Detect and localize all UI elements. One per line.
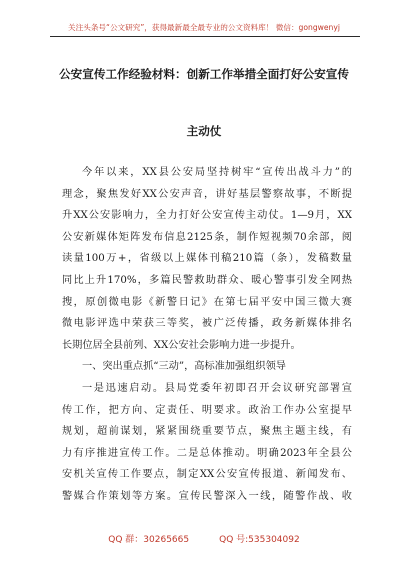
body-line: 安机关宣传工作要点，制定XX公安宣传报道、新闻发布、 <box>62 469 352 481</box>
body-line: 公安新媒体矩阵发布信息2125条，制作短视频70余部，阅 <box>62 231 352 243</box>
body-line: 传工作，把方向、定责任、明要求。政治工作办公室提早 <box>62 404 352 416</box>
body-line: 升XX公安影响力，全力打好公安宣传主动仗。1—9月，XX <box>62 210 352 222</box>
footer-qq-group: QQ 群：30265665 <box>108 535 190 545</box>
body-line: 同比上升170%，多篇民警救助群众、暖心警事引发全网热 <box>62 274 352 286</box>
body-line: 搜，原创微电影《新警日记》在第七届平安中国三微大赛 <box>62 296 352 308</box>
body-line: 一是迅速启动。县局党委年初即召开会议研究部署宣 <box>82 382 352 394</box>
footer-qq-number: QQ 号:535304092 <box>219 535 300 545</box>
body-line: 力有序推进宣传工作。二是总体推动。明确2023年全县公 <box>62 447 352 459</box>
document-title-line-1: 公安宣传工作经验材料：创新工作举措全面打好公安宣传 <box>59 67 349 81</box>
footer-contact <box>0 532 408 545</box>
body-line: 微电影评选中荣获三等奖，被广泛传播，政务新媒体排名 <box>62 318 352 330</box>
document-title-line-2: 主动仗 <box>186 124 222 138</box>
body-line: 长期位居全县前列、XX公安社会影响力进一步提升。 <box>62 339 301 351</box>
document-body <box>62 162 352 508</box>
body-line: 规划，超前谋划，紧紧围绕重要节点，聚焦主题主线，有 <box>62 426 352 438</box>
header-divider <box>50 36 360 37</box>
body-line: 读量100万+，省级以上媒体刊稿210篇（条），发稿数量 <box>62 253 352 265</box>
body-line: 理念，聚焦发好XX公安声音，讲好基层警察故事，不断提 <box>62 188 352 200</box>
header-banner: 关注头条号“公文研究”，获得最新最全最专业的公文资料库！ 微信：gongwenyj <box>68 23 340 32</box>
body-line: 今年以来，XX县公安局坚持树牢“宣传出战斗力”的 <box>82 167 352 178</box>
body-line: 警媒合作策划等方案。宣传民警深入一线，随警作战、收 <box>62 490 352 502</box>
section-heading: 一、突出重点抓“三动”，高标准加强组织领导 <box>82 361 286 373</box>
